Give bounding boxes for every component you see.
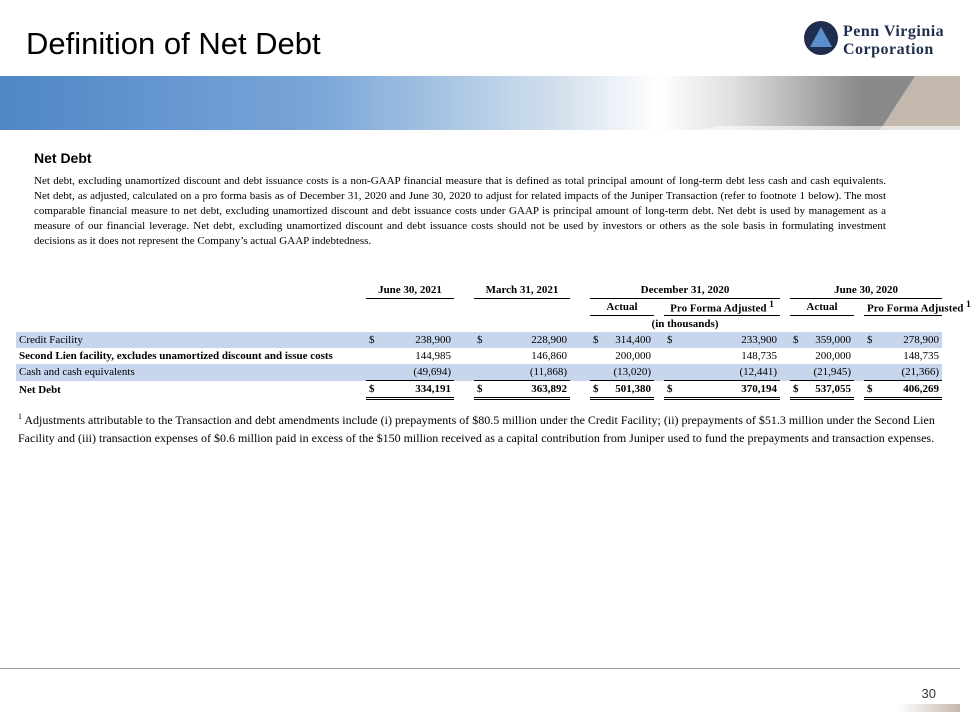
- cell-value: (12,441): [684, 364, 780, 381]
- cell-value: 406,269: [882, 381, 942, 399]
- header-march-2021: March 31, 2021: [474, 282, 570, 299]
- table-row: [16, 332, 942, 348]
- footnote: [18, 408, 938, 447]
- header-jun-actual: Actual: [790, 299, 854, 316]
- currency-symbol: $: [664, 332, 684, 348]
- cell-value: 238,900: [384, 332, 454, 348]
- cell-value: 278,900: [882, 332, 942, 348]
- cell-value: 228,900: [492, 332, 570, 348]
- currency-symbol: $: [790, 381, 804, 399]
- cell-value: 148,735: [741, 350, 778, 362]
- logo-line-1: Penn Virginia: [843, 23, 945, 40]
- currency-symbol: $: [864, 381, 882, 399]
- cell-value: 537,055: [804, 381, 854, 399]
- header-dec-pro-forma: Pro Forma Adjusted $^1$: [664, 299, 780, 316]
- header-banner: [0, 76, 960, 130]
- currency-symbol: $: [590, 332, 606, 348]
- company-logo: [803, 20, 953, 62]
- header-june-2021: June 30, 2021: [366, 282, 454, 299]
- header-jun-pro-forma: Pro Forma Adjusted $^1$: [864, 299, 942, 316]
- cell-value: 359,000: [804, 332, 854, 348]
- net-debt-table: [16, 282, 971, 400]
- cell-value: (21,945): [804, 364, 854, 381]
- page-title: Definition of Net Debt: [26, 26, 321, 61]
- definition-paragraph: Net debt, excluding unamortized discount and debt issuance costs is a non-GAAP financial measure that is defined as total principal amount of long-term debt less cash and cash equivalents. Net debt, as adjusted, calculated on a pro forma basis as of December 31, 2020 and June 30, 2020 to adjust for related impacts of the Juniper Transaction (refer to footnote 1 below). The most comparable financial measure to net debt, excluding unamortized discount and debt issuance costs under GAAP is principal amount of long-term debt. Net debt is used by management as a measure of our financial leverage. Net debt, excluding unamortized discount and debt issuance costs should not be used by investors or others as the sole basis in formulating investment decisions as it does not represent the Company’s actual GAAP indebtedness.: [34, 175, 886, 247]
- cell-value: 370,194: [684, 381, 780, 399]
- table-row: [16, 348, 942, 364]
- currency-symbol: $: [366, 332, 384, 348]
- currency-symbol: $: [590, 381, 606, 399]
- cell-value: 314,400: [606, 332, 654, 348]
- currency-symbol: $: [790, 332, 804, 348]
- cell-value: 200,000: [815, 350, 852, 362]
- row-label: Cash and cash equivalents: [16, 364, 366, 381]
- cell-value: 363,892: [492, 381, 570, 399]
- cell-value: 501,380: [606, 381, 654, 399]
- currency-symbol: $: [474, 332, 492, 348]
- header-december-2020: December 31, 2020: [590, 282, 780, 299]
- cell-value: 233,900: [684, 332, 780, 348]
- footnote-mark: 1: [18, 412, 22, 421]
- cell-value: (21,366): [882, 364, 942, 381]
- period-header-row: [16, 282, 942, 299]
- row-label: Net Debt: [19, 383, 61, 396]
- cell-value: 146,860: [531, 350, 568, 362]
- row-label: Second Lien facility, excludes unamortized discount and issue costs: [19, 350, 333, 362]
- footer-divider: [0, 668, 960, 669]
- cell-value: 200,000: [615, 350, 652, 362]
- cell-value: 144,985: [415, 350, 451, 362]
- currency-symbol: $: [474, 381, 492, 399]
- cell-value: (13,020): [606, 364, 654, 381]
- currency-symbol: $: [664, 381, 684, 399]
- sub-header-row: [16, 299, 942, 316]
- logo-triangle-icon: [803, 20, 839, 56]
- section-heading: Net Debt: [34, 150, 92, 166]
- logo-line-2: Corporation: [843, 41, 934, 58]
- header-june-2020: June 30, 2020: [790, 282, 942, 299]
- cell-value: 148,735: [903, 350, 940, 362]
- cell-value: (49,694): [384, 364, 454, 381]
- cell-value: 334,191: [384, 381, 454, 399]
- units-label: (in thousands): [651, 318, 719, 330]
- currency-symbol: $: [864, 332, 882, 348]
- currency-symbol: $: [366, 381, 384, 399]
- page-number: 30: [921, 686, 936, 701]
- table-row: [16, 364, 942, 381]
- table-row-total: [16, 381, 942, 399]
- cell-value: (11,868): [492, 364, 570, 381]
- units-row: [16, 316, 942, 333]
- footer-corner-accent: [898, 704, 960, 712]
- header-dec-actual: Actual: [590, 299, 654, 316]
- row-label: Credit Facility: [16, 332, 366, 348]
- footnote-text: Adjustments attributable to the Transaction and debt amendments include (i) prepayments of $80.5 million under the Credit Facility; (ii) prepayments of $51.3 million under the Second Lien Facility and (iii) transaction expenses of $0.6 million paid in excess of the $150 million received as a capital contribution from Juniper used to fund the prepayments and transaction expenses.: [18, 413, 935, 445]
